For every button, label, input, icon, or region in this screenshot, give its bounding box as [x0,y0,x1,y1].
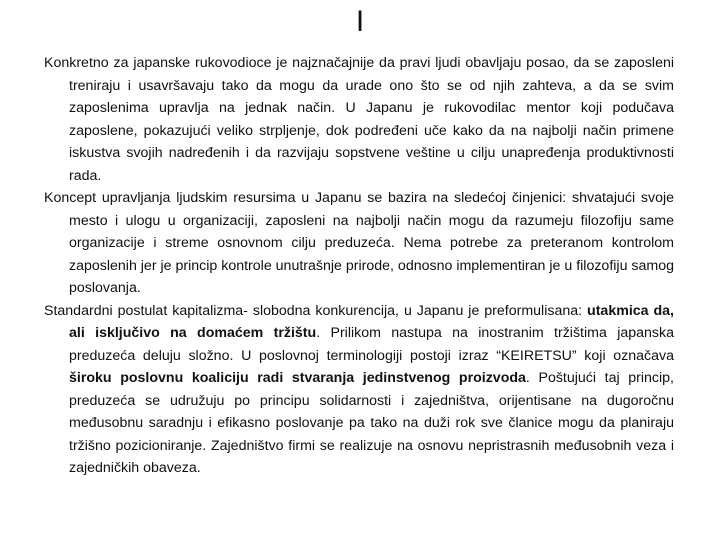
paragraph-text: Koncept upravljanja ljudskim resursima u Japanu se bazira na sledećoj činjenici: shvatajući svoje mesto i ulogu u organizaciji, zaposleni na najbolji način mogu da razumeju filozofiju same organizacije i streme osnovnom cilju preduzeća. Nema potrebe za preteranom kontrolom zaposlenih jer je princip kontrole unutrašnje prirode, odnosno implementiran je u filozofiju samog poslovanja. [44,190,674,296]
paragraph-keiretsu [44,300,674,480]
slide-title: I [355,5,365,38]
paragraph-hr-concept [44,187,674,300]
paragraph-text: Standardni postulat kapitalizma- slobodna konkurencija, u Japanu je preformulisana: [44,302,583,319]
paragraph-text: . Poštujući taj princip, preduzeća se udružuju po principu solidarnosti i zajedništva, orijentisane na dugoročnu međusobnu saradnju i efikasno poslovanje pa tako na duži rok sve članice mogu da planiraju tržišno pozicioniranje. Zajedništvo firmi se realizuje na osnovu nepristrasnih međusobnih veza i zajedničkih obaveza. [69,370,674,476]
emphasis-domestic-market: utakmica da, ali isključivo na domaćem tržištu [69,302,674,341]
paragraph-management-style [44,52,674,187]
emphasis-business-coalition: široku poslovnu koaliciju radi stvaranja jedinstvenog proizvoda [69,370,526,386]
slide-body [44,52,674,480]
paragraph-text: Konkretno za japanske rukovodioce je najznačajnije da pravi ljudi obavljaju posao, da se zaposleni treniraju i usavršavaju tako da mogu da urade ono što se od njih zahteva, a da se svim zaposlenima upravlja na jednak način. U Japanu je rukovodilac mentor koji podučava zaposlene, pokazujući veliko strpljenje, dok podređeni uče kako da na najbolji način primene iskustva svojih nadređenih i da razvijaju sopstvene veštine u cilju unapređenja produktivnosti rada. [44,55,674,184]
paragraph-text: . Prilikom nastupa na inostranim tržištima japanska preduzeća deluju složno. U poslovnoj terminologiji postoji izraz “KEIRETSU” koji označava [69,325,674,364]
